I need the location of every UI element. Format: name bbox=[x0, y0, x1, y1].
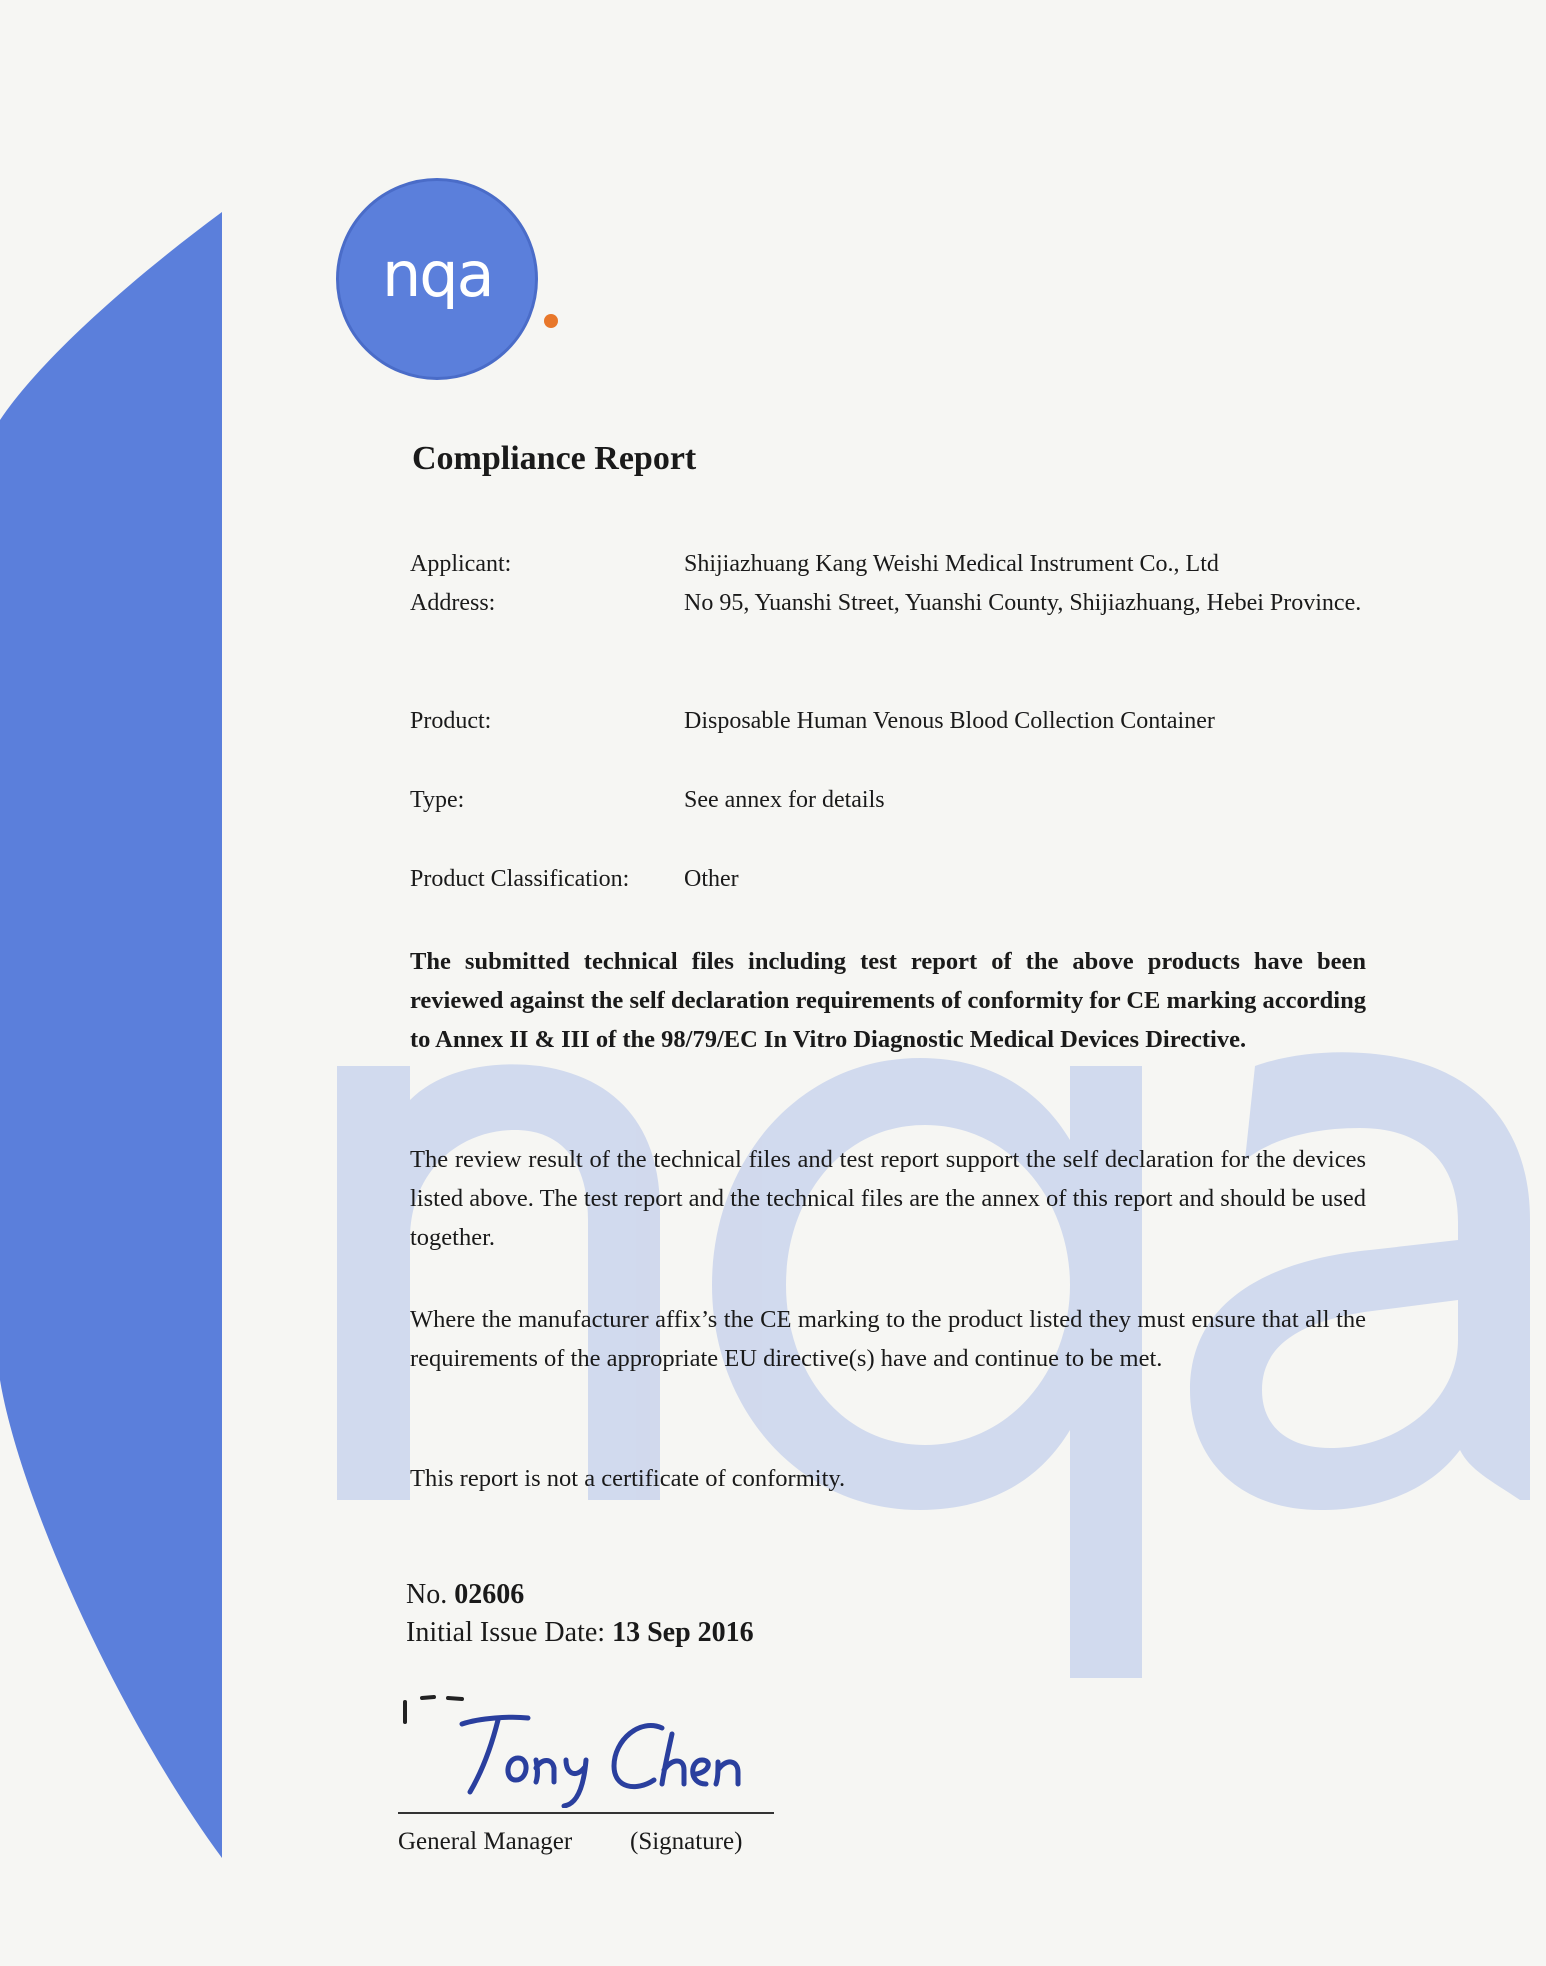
applicant-value: Shijiazhuang Kang Weishi Medical Instrument Co., Ltd bbox=[684, 551, 1219, 577]
applicant-label: Applicant: bbox=[410, 551, 512, 577]
handwritten-signature bbox=[400, 1688, 780, 1808]
report-number-label: No. bbox=[406, 1579, 448, 1610]
issue-date-label: Initial Issue Date: bbox=[406, 1617, 606, 1648]
signature-note: (Signature) bbox=[630, 1828, 743, 1855]
classification-label: Product Classification: bbox=[410, 866, 630, 892]
classification-value: Other bbox=[684, 866, 739, 892]
product-value: Disposable Human Venous Blood Collection Container bbox=[684, 708, 1215, 734]
signatory-role: General Manager bbox=[398, 1828, 573, 1855]
report-number bbox=[406, 1576, 524, 1614]
logo-dot bbox=[544, 314, 558, 328]
issue-date bbox=[406, 1614, 754, 1652]
disclaimer-paragraph: This report is not a certificate of conformity. bbox=[410, 1465, 846, 1492]
signature-line bbox=[398, 1812, 774, 1814]
manufacturer-paragraph: Where the manufacturer affix’s the CE marking to the product listed they must ensure that all the requirements of the appropriate EU directive(s) have and continue to be met. bbox=[410, 1306, 1366, 1372]
review-statement: The submitted technical files including test report of the above products have been reviewed against the self declaration requirements of conformity for CE marking according to Annex II & III of the 98/79/EC In Vitro Diagnostic Medical Devices Directive. bbox=[410, 948, 1366, 1053]
report-number-value: 02606 bbox=[454, 1579, 525, 1610]
issue-date-value: 13 Sep 2016 bbox=[612, 1617, 754, 1648]
address-value: No 95, Yuanshi Street, Yuanshi County, Shijiazhuang, Hebei Province. bbox=[684, 590, 1362, 616]
watermark-letter-a bbox=[1190, 1052, 1530, 1510]
logo-text: nqa bbox=[382, 238, 493, 311]
type-label: Type: bbox=[410, 787, 465, 813]
address-label: Address: bbox=[410, 590, 496, 616]
page-title: Compliance Report bbox=[412, 440, 697, 477]
watermark-letter-n bbox=[337, 1064, 660, 1500]
review-result-paragraph: The review result of the technical files and test report support the self declaration for the devices listed above. The test report and the technical files are the annex of this report and should be used together. bbox=[410, 1146, 1366, 1251]
nqa-logo bbox=[336, 178, 548, 390]
type-value: See annex for details bbox=[684, 787, 885, 813]
product-label: Product: bbox=[410, 708, 492, 734]
